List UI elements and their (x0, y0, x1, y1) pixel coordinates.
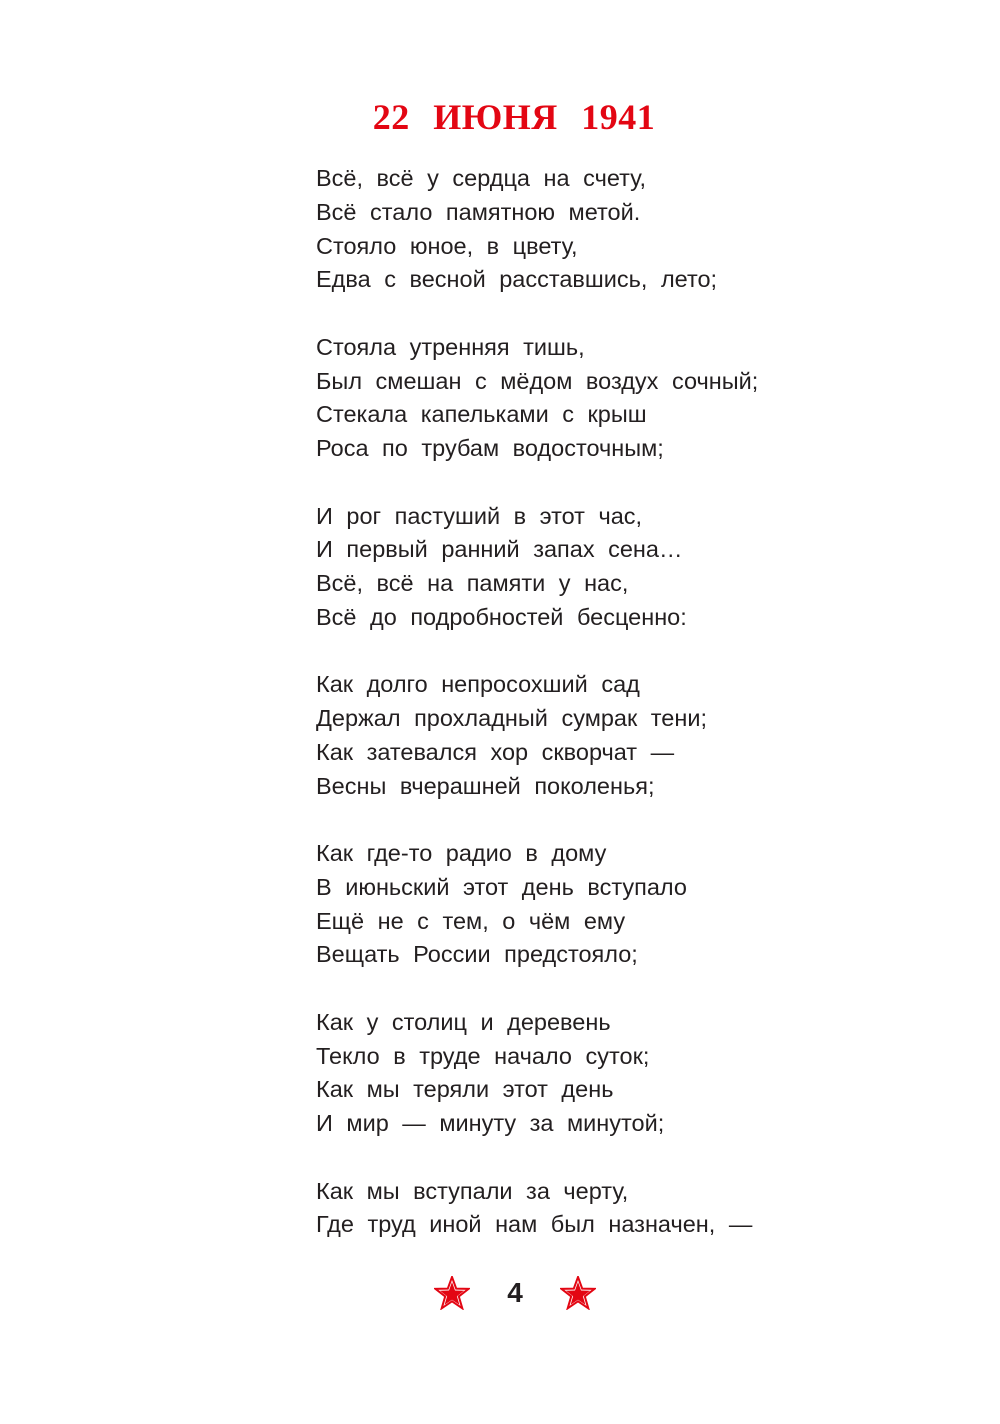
poem-line: Стояло юное, в цвету, (316, 232, 578, 259)
poem-line: Всё, всё у сердца на счету, (316, 165, 647, 191)
poem-line: Где труд иной нам был назначен, — (316, 1211, 753, 1238)
poem-line: И мир — минуту за минутой; (316, 1110, 665, 1136)
poem-line: Держал прохладный сумрак тени; (316, 705, 707, 731)
poem-line: Как мы теряли этот день (316, 1076, 614, 1103)
poem-body (316, 162, 758, 1276)
poem-line: Как у столиц и деревень (316, 1008, 611, 1035)
poem-line: Как где-то радио в дому (316, 840, 607, 866)
poem-line: Вещать России предстояло; (316, 941, 638, 968)
poem-line: Был смешан с мёдом воздух сочный; (316, 367, 759, 394)
poem-line: Как мы вступали за черту, (316, 1177, 629, 1204)
poem-line: Как долго непросохший сад (316, 671, 640, 698)
poem-line: Всё стало памятною метой. (316, 198, 641, 225)
poem-line: И первый ранний запах сена… (316, 536, 683, 563)
poem-line: Текло в труде начало суток; (316, 1042, 650, 1069)
stanza (316, 331, 758, 466)
stanza (316, 668, 758, 803)
poem-line: Стояла утренняя тишь, (316, 333, 585, 360)
poem-line: Всё до подробностей бесценно: (316, 603, 687, 630)
star-icon (434, 1276, 470, 1310)
stanza (316, 1175, 758, 1243)
poem-line: Весны вчерашней поколенья; (316, 772, 655, 799)
stanza (316, 500, 758, 635)
poem-line: Всё, всё на памяти у нас, (316, 570, 629, 596)
stanza (316, 162, 758, 297)
page-number: 4 (507, 1277, 523, 1308)
poem-line: Роса по трубам водосточным; (316, 435, 664, 461)
page-footer (0, 1276, 1000, 1310)
stanza (316, 837, 758, 972)
poem-line: Стекала капельками с крыш (316, 401, 647, 428)
star-icon (560, 1276, 596, 1310)
poem-line: Как затевался хор скворчат — (316, 738, 675, 765)
stanza (316, 1006, 758, 1141)
poem-title: 22 ИЮНЯ 1941 (372, 97, 656, 137)
poem-line: В июньский этот день вступало (316, 873, 687, 900)
poem-line: И рог пастуший в этот час, (316, 502, 643, 529)
poem-line: Едва с весной расставшись, лето; (316, 266, 718, 293)
poem-line: Ещё не с тем, о чём ему (316, 907, 626, 934)
